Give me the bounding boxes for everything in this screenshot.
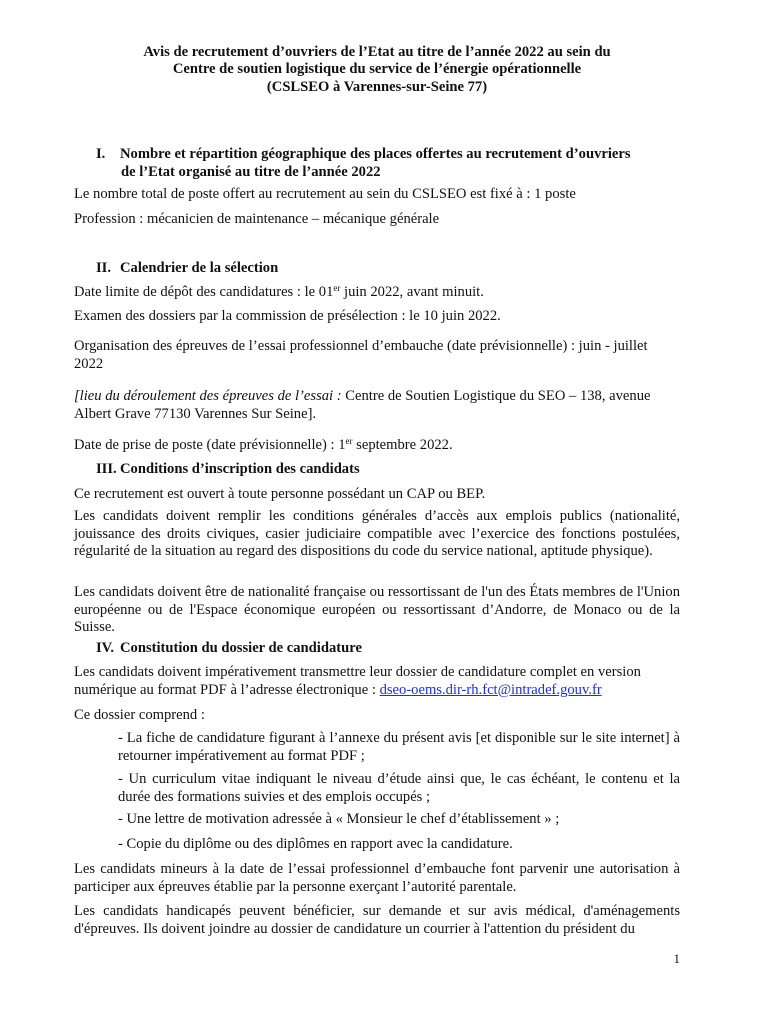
document-title	[74, 44, 680, 96]
section-3-paragraph-3: Les candidats doivent être de nationalité française ou ressortissant de l'un des États membres de l'Union européenne ou de l'Espace économique européen ou ressortissant d’Andorre, de Monaco ou de la Suisse.	[74, 584, 680, 635]
section-1-heading-line-1: Nombre et répartition géographique des places offertes au recrutement d’ouvriers	[120, 146, 631, 162]
section-3-heading-text: Conditions d’inscription des candidats	[120, 461, 360, 477]
section-2-review: Examen des dossiers par la commission de présélection : le 10 juin 2022.	[74, 308, 501, 324]
section-3-heading	[96, 461, 680, 479]
section-4-heading	[96, 640, 680, 658]
section-1-number: I.	[96, 146, 106, 162]
location-text: Centre de Soutien Logistique du SEO – 138, avenue Albert Grave 77130 Varennes Sur Seine].	[74, 388, 651, 422]
title-line-1: Avis de recrutement d’ouvriers de l’Etat au titre de l’année 2022 au sein du	[143, 44, 611, 60]
list-item: - La fiche de candidature figurant à l’annexe du présent avis [et disponible sur le site internet] à retourner impérativement au format PDF ;	[118, 730, 680, 764]
list-item: - Copie du diplôme ou des diplômes en rapport avec la candidature.	[118, 836, 513, 852]
section-2-organisation: Organisation des épreuves de l’essai professionnel d’embauche (date prévisionnelle) : juin - juillet 2022	[74, 338, 648, 372]
list-item: - Une lettre de motivation adressée à « Monsieur le chef d’établissement » ;	[118, 811, 560, 827]
section-1-heading-line-2: de l’Etat organisé au titre de l’année 2022	[121, 163, 381, 180]
section-3-number: III.	[96, 461, 117, 477]
section-4-paragraph-4: Les candidats handicapés peuvent bénéficier, sur demande et sur avis médical, d'aménagements d'épreuves. Ils doivent joindre au dossier de candidature un courrier à l'attention du président du	[74, 903, 680, 937]
section-3-paragraph-1: Ce recrutement est ouvert à toute personne possédant un CAP ou BEP.	[74, 486, 486, 502]
section-3-paragraph-2: Les candidats doivent remplir les conditions générales d’accès aux emplois publics (nationalité, jouissance des droits civiques, casier judiciaire compatible avec l’exercice des fonctions postulées, régularité de la situation au regard des dispositions du code du service national, aptitude physique).	[74, 508, 680, 559]
title-line-2: Centre de soutien logistique du service de l’énergie opérationnelle	[172, 61, 582, 78]
list-item: - Un curriculum vitae indiquant le niveau d’étude ainsi que, le cas échéant, le contenu et la durée des formations suivies et des emplois occupés ;	[118, 771, 680, 805]
section-4-paragraph-1	[74, 664, 680, 699]
section-4-paragraph-3: Les candidats mineurs à la date de l’essai professionnel d’embauche font parvenir une autorisation à participer aux épreuves établie par la personne exerçant l’autorité parentale.	[74, 861, 680, 895]
deadline-text: Date limite de dépôt des candidatures : le 01	[74, 284, 334, 300]
title-line-3: (CSLSEO à Varennes-sur-Seine 77)	[266, 78, 488, 95]
start-date-text-end: septembre 2022.	[352, 437, 453, 453]
section-2-location	[74, 388, 680, 423]
section-4-number: IV.	[96, 640, 114, 656]
section-2-start-date	[74, 437, 680, 455]
section-2-heading-text: Calendrier de la sélection	[120, 260, 279, 276]
section-4-heading-text: Constitution du dossier de candidature	[120, 640, 362, 656]
section-4-paragraph-2: Ce dossier comprend :	[74, 707, 205, 723]
page-number: 1	[673, 951, 680, 966]
deadline-sup: er	[333, 283, 341, 293]
section-1-total: Le nombre total de poste offert au recrutement au sein du CSLSEO est fixé à : 1 poste	[74, 186, 576, 202]
start-date-sup: er	[345, 436, 353, 446]
start-date-text: Date de prise de poste (date prévisionnelle) : 1	[74, 437, 346, 453]
email-link[interactable]: dseo-oems.dir-rh.fct@intradef.gouv.fr	[379, 681, 602, 698]
location-label: [lieu du déroulement des épreuves de l’essai :	[74, 388, 342, 404]
section-1-heading	[96, 146, 680, 181]
section-1-profession: Profession : mécanicien de maintenance – mécanique générale	[74, 211, 440, 227]
section-2-heading	[96, 260, 680, 278]
submission-text: Les candidats doivent impérativement transmettre leur dossier de candidature complet en version numérique au format PDF à l’adresse électronique :	[74, 664, 641, 698]
section-2-number: II.	[96, 260, 112, 276]
section-2-deadline	[74, 284, 680, 302]
deadline-text-end: juin 2022, avant minuit.	[340, 284, 484, 300]
